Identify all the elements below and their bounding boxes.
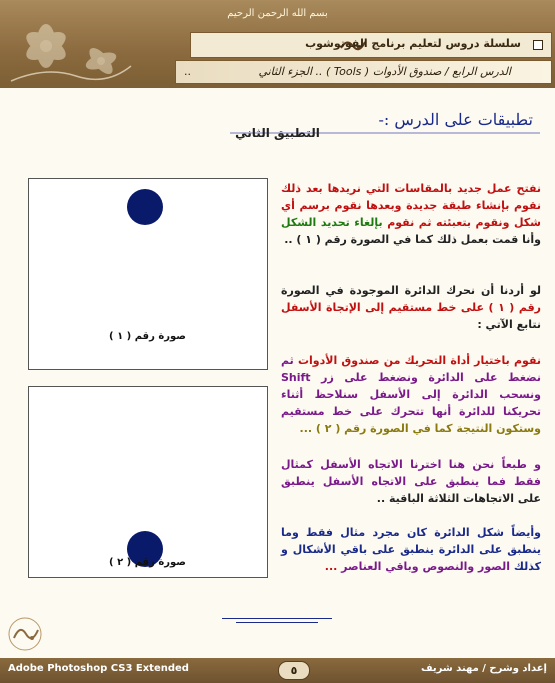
paragraph-1-text-b: بإلغاء تحديد الشكل — [281, 216, 383, 229]
footer-bar — [0, 658, 555, 683]
author-credit: إعداد وشرح / مهند شريف — [420, 663, 547, 674]
paragraph-5 — [281, 524, 541, 575]
paragraph-5-text-a: وأيضاً شكل الدائرة كان مجرد مثال فقط وما ينطبق على الدائرة ينطبق على باقي الأشكال و كذلك — [281, 526, 541, 573]
header-banner — [0, 0, 555, 88]
bismillah-text: بسم الله الرحمن الرحيم — [227, 8, 328, 19]
paragraph-2-text-a: لو أردنا أن نحرك الدائرة الموجودة في الصورة — [281, 284, 541, 297]
paragraph-3 — [281, 352, 541, 437]
paragraph-1-text-a: نفتح عمل جديد بالمقاسات التي نريدها بعد ذلك نقوم بإنشاء طبقة جديدة وبعدها نقوم برسم أي شكل ونقوم بتعبئته ثم نقوم — [281, 182, 541, 229]
paragraph-3-text-a: نقوم باختيار أداة التحريك من صندوق الأدوات — [297, 354, 541, 367]
bottom-divider-short — [236, 622, 318, 623]
image-2-caption: صورة رقم ( ٢ ) — [109, 557, 186, 568]
paragraph-5-text-b: الصور والنصوص وباقي العناصر — [341, 560, 511, 573]
section-title: تطبيقات على الدرس :- — [378, 110, 533, 129]
bullet-square-icon — [533, 40, 543, 50]
image-1-caption: صورة رقم ( ١ ) — [109, 331, 186, 342]
paragraph-5-text-c: ... — [324, 560, 338, 573]
lesson-dots: .. — [184, 65, 191, 78]
example-image-1 — [28, 178, 268, 370]
paragraph-2-text-c: نتابع الآتي : — [477, 318, 541, 331]
circle-shape — [127, 189, 163, 225]
example-image-2 — [28, 386, 268, 578]
paragraph-4 — [281, 456, 541, 507]
paragraph-4-text-b: على الاتجاهات الثلاثة الباقية .. — [376, 492, 541, 505]
lesson-title-band — [175, 60, 552, 84]
series-title-band — [190, 32, 552, 58]
paragraph-1-text-c: وأنا قمت بعمل ذلك كما في الصورة رقم ( ١ ) .. — [284, 233, 541, 246]
paragraph-2-text-b: رقم ( ١ ) على خط مستقيم إلى الإتجاة الأسفل — [281, 301, 542, 314]
bottom-divider — [222, 618, 332, 619]
series-title: سلسلة دروس لتعليم برنامج الفوتوشوب — [305, 37, 521, 50]
paragraph-3-text-b: ثم نضغط على الدائرة ونضغط على زر Shift ونسحب الدائرة إلى الأسفل سنلاحظ أثناء تحريكنا للدائرة أنها تتحرك على خط مستقيم — [281, 354, 541, 418]
application-title: التطبيق الثاني — [235, 126, 320, 140]
paragraph-2 — [281, 282, 541, 333]
paragraph-3-text-c: وستكون النتيجة كما في الصورة رقم ( ٢ ) ... — [299, 422, 541, 435]
paragraph-1 — [281, 180, 541, 248]
lesson-title: الدرس الرابع / صندوق الأدوات ( Tools ) .. الجزء الثاني — [258, 65, 511, 78]
software-name: Adobe Photoshop CS3 Extended — [8, 663, 189, 674]
page-number: ٥ — [278, 661, 310, 680]
author-logo-icon — [8, 616, 42, 652]
paragraph-4-text-a: و طبعاً نحن هنا اخترنا الاتجاه الأسفل كمثال فقط فما ينطبق على الاتجاه الأسفل ينطبق — [281, 458, 541, 488]
